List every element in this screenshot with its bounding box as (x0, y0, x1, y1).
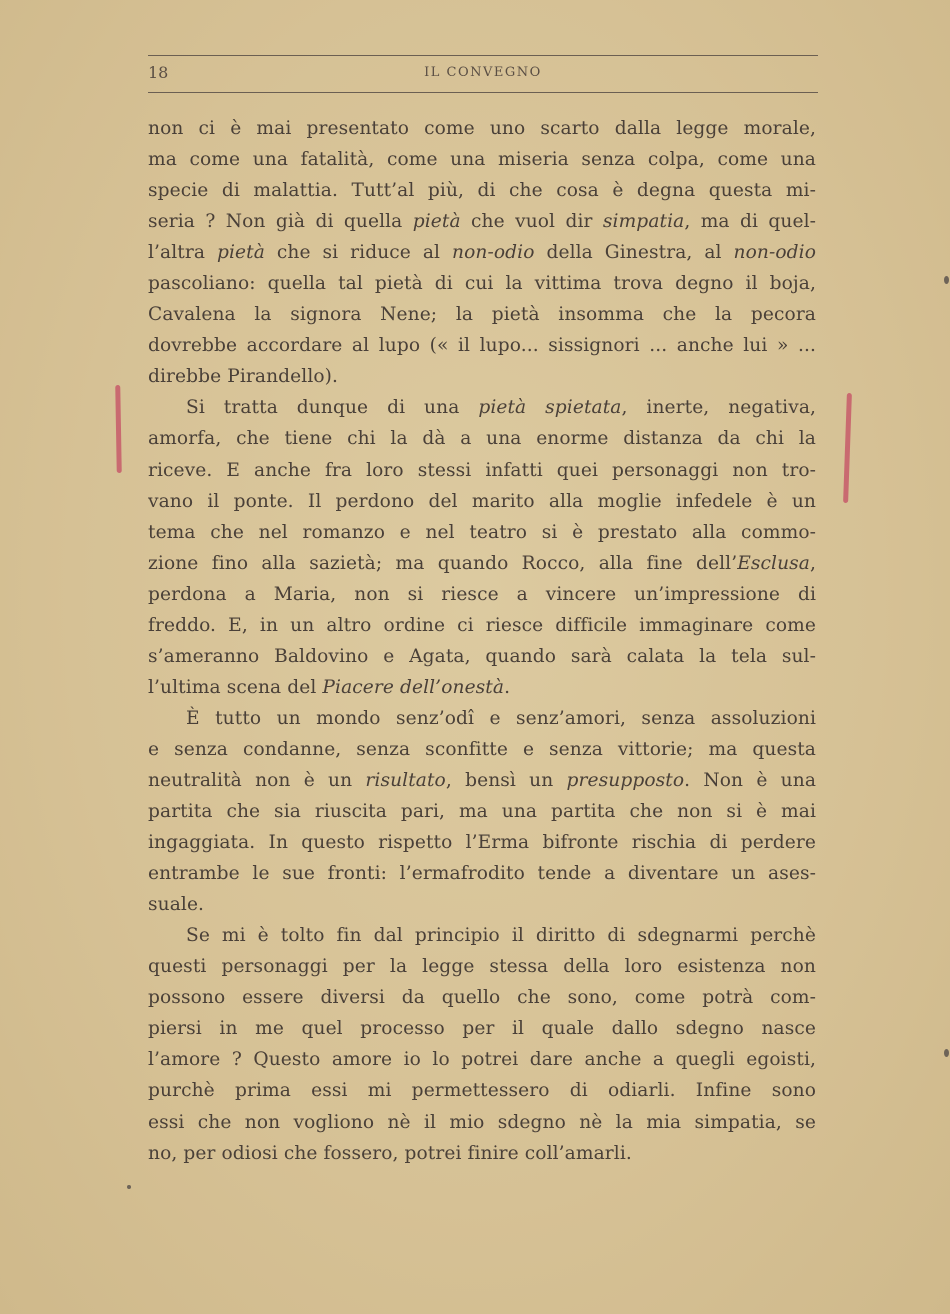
text-run: l’altra (148, 242, 217, 264)
text-run: che vuol dir (460, 211, 603, 233)
text-line (148, 765, 816, 796)
paper-speck (944, 1049, 949, 1057)
text-run: , bensì un (445, 769, 567, 791)
page-number: 18 (148, 63, 169, 82)
text-line: pascoliano: quella tal pietà di cui la vittima trova degno il boja, (148, 273, 816, 295)
text-line: non ci è mai presentato come uno scarto dalla legge morale, (148, 118, 816, 139)
body-text (148, 113, 816, 1169)
text-line (148, 672, 816, 703)
text-run: Si tratta dunque di una (186, 397, 479, 419)
text-line: entrambe le sue fronti: l’ermafrodito tende a diventare un ases- (148, 863, 816, 885)
running-head (148, 59, 818, 87)
italic-run: simpatia (602, 211, 685, 233)
italic-run: pietà (412, 211, 461, 233)
text-run: , (809, 552, 816, 574)
text-run: che si riduce al (264, 242, 453, 264)
text-line: partita che sia riuscita pari, ma una partita che non si è mai (148, 801, 816, 823)
text-run: , ma di quel- (684, 211, 816, 233)
text-line: ma come una fatalità, come una miseria senza colpa, come una (148, 149, 816, 171)
text-line: amorfa, che tiene chi la dà a una enorme distanza da chi la (148, 428, 816, 450)
text-line (148, 548, 816, 579)
text-line: questi personaggi per la legge stessa della loro esistenza non (148, 956, 816, 978)
italic-run: pietà spietata (478, 397, 622, 419)
journal-title: IL CONVEGNO (424, 65, 542, 80)
text-line: l’amore ? Questo amore io lo potrei dare anche a quegli egoisti, (148, 1049, 816, 1071)
italic-run: risultato (365, 769, 446, 791)
text-line: no, per odiosi che fossero, potrei finire coll’amarli. (148, 1142, 632, 1164)
italic-run: pietà (217, 242, 265, 264)
text-line: purchè prima essi mi permettessero di odiarli. Infine sono (148, 1080, 816, 1102)
text-run: zione fino alla sazietà; ma quando Rocco, alla fine dell’ (148, 552, 738, 574)
text-line: piersi in me quel processo per il quale dallo sdegno nasce (148, 1018, 816, 1040)
text-line: vano il ponte. Il perdono del marito alla moglie infedele è un (148, 490, 816, 512)
text-run: della Ginestra, al (534, 242, 734, 264)
text-line: ingaggiata. In questo rispetto l’Erma bifronte rischia di perdere (148, 832, 816, 854)
text-line: perdona a Maria, non si riesce a vincere un’impressione di (148, 583, 816, 605)
text-line (148, 206, 816, 237)
text-run: , inerte, negativa, (621, 397, 816, 419)
italic-run: non-odio (452, 242, 535, 264)
text-line: tema che nel romanzo e nel teatro si è prestato alla commo- (148, 521, 816, 543)
text-line: riceve. E anche fra loro stessi infatti quei personaggi non tro- (148, 459, 816, 481)
text-run: seria ? Non già di quella (148, 211, 413, 233)
text-line (148, 237, 816, 268)
paper-speck (944, 276, 949, 284)
text-line: È tutto un mondo senz’odî e senz’amori, senza assoluzioni (186, 707, 816, 729)
text-line: suale. (148, 894, 205, 916)
header-bottom-rule (148, 92, 818, 93)
italic-run: Esclusa (737, 552, 810, 574)
text-line (148, 392, 816, 423)
text-line: dovrebbe accordare al lupo (« il lupo... sissignori ... anche lui » ... (148, 335, 816, 357)
text-run: . (504, 676, 511, 698)
italic-run: Piacere dell’onestà (322, 676, 505, 698)
text-line: s’ameranno Baldovino e Agata, quando sarà calata la tela sul- (148, 645, 816, 667)
text-line: specie di malattia. Tutt’al più, di che cosa è degna questa mi- (148, 180, 816, 202)
text-line: freddo. E, in un altro ordine ci riesce difficile immaginare come (148, 614, 816, 636)
text-run: neutralità non è un (148, 769, 366, 791)
margin-pencil-mark-right (843, 393, 852, 503)
text-line: possono essere diversi da quello che sono, come potrà com- (148, 987, 816, 1009)
text-line: e senza condanne, senza sconfitte e senza vittorie; ma questa (148, 738, 816, 760)
text-line: essi che non vogliono nè il mio sdegno nè la mia simpatia, se (148, 1111, 816, 1133)
text-line: Cavalena la signora Nene; la pietà insomma che la pecora (148, 304, 816, 326)
italic-run: non-odio (733, 242, 816, 264)
text-run: . Non è una (684, 769, 816, 791)
paper-speck (127, 1185, 131, 1189)
text-line: Se mi è tolto fin dal principio il diritto di sdegnarmi perchè (186, 925, 816, 947)
header-top-rule (148, 55, 818, 56)
text-run: l’ultima scena del (148, 676, 323, 698)
text-line: direbbe Pirandello). (148, 366, 339, 388)
margin-pencil-mark-left (115, 385, 122, 473)
italic-run: presupposto (566, 769, 685, 791)
